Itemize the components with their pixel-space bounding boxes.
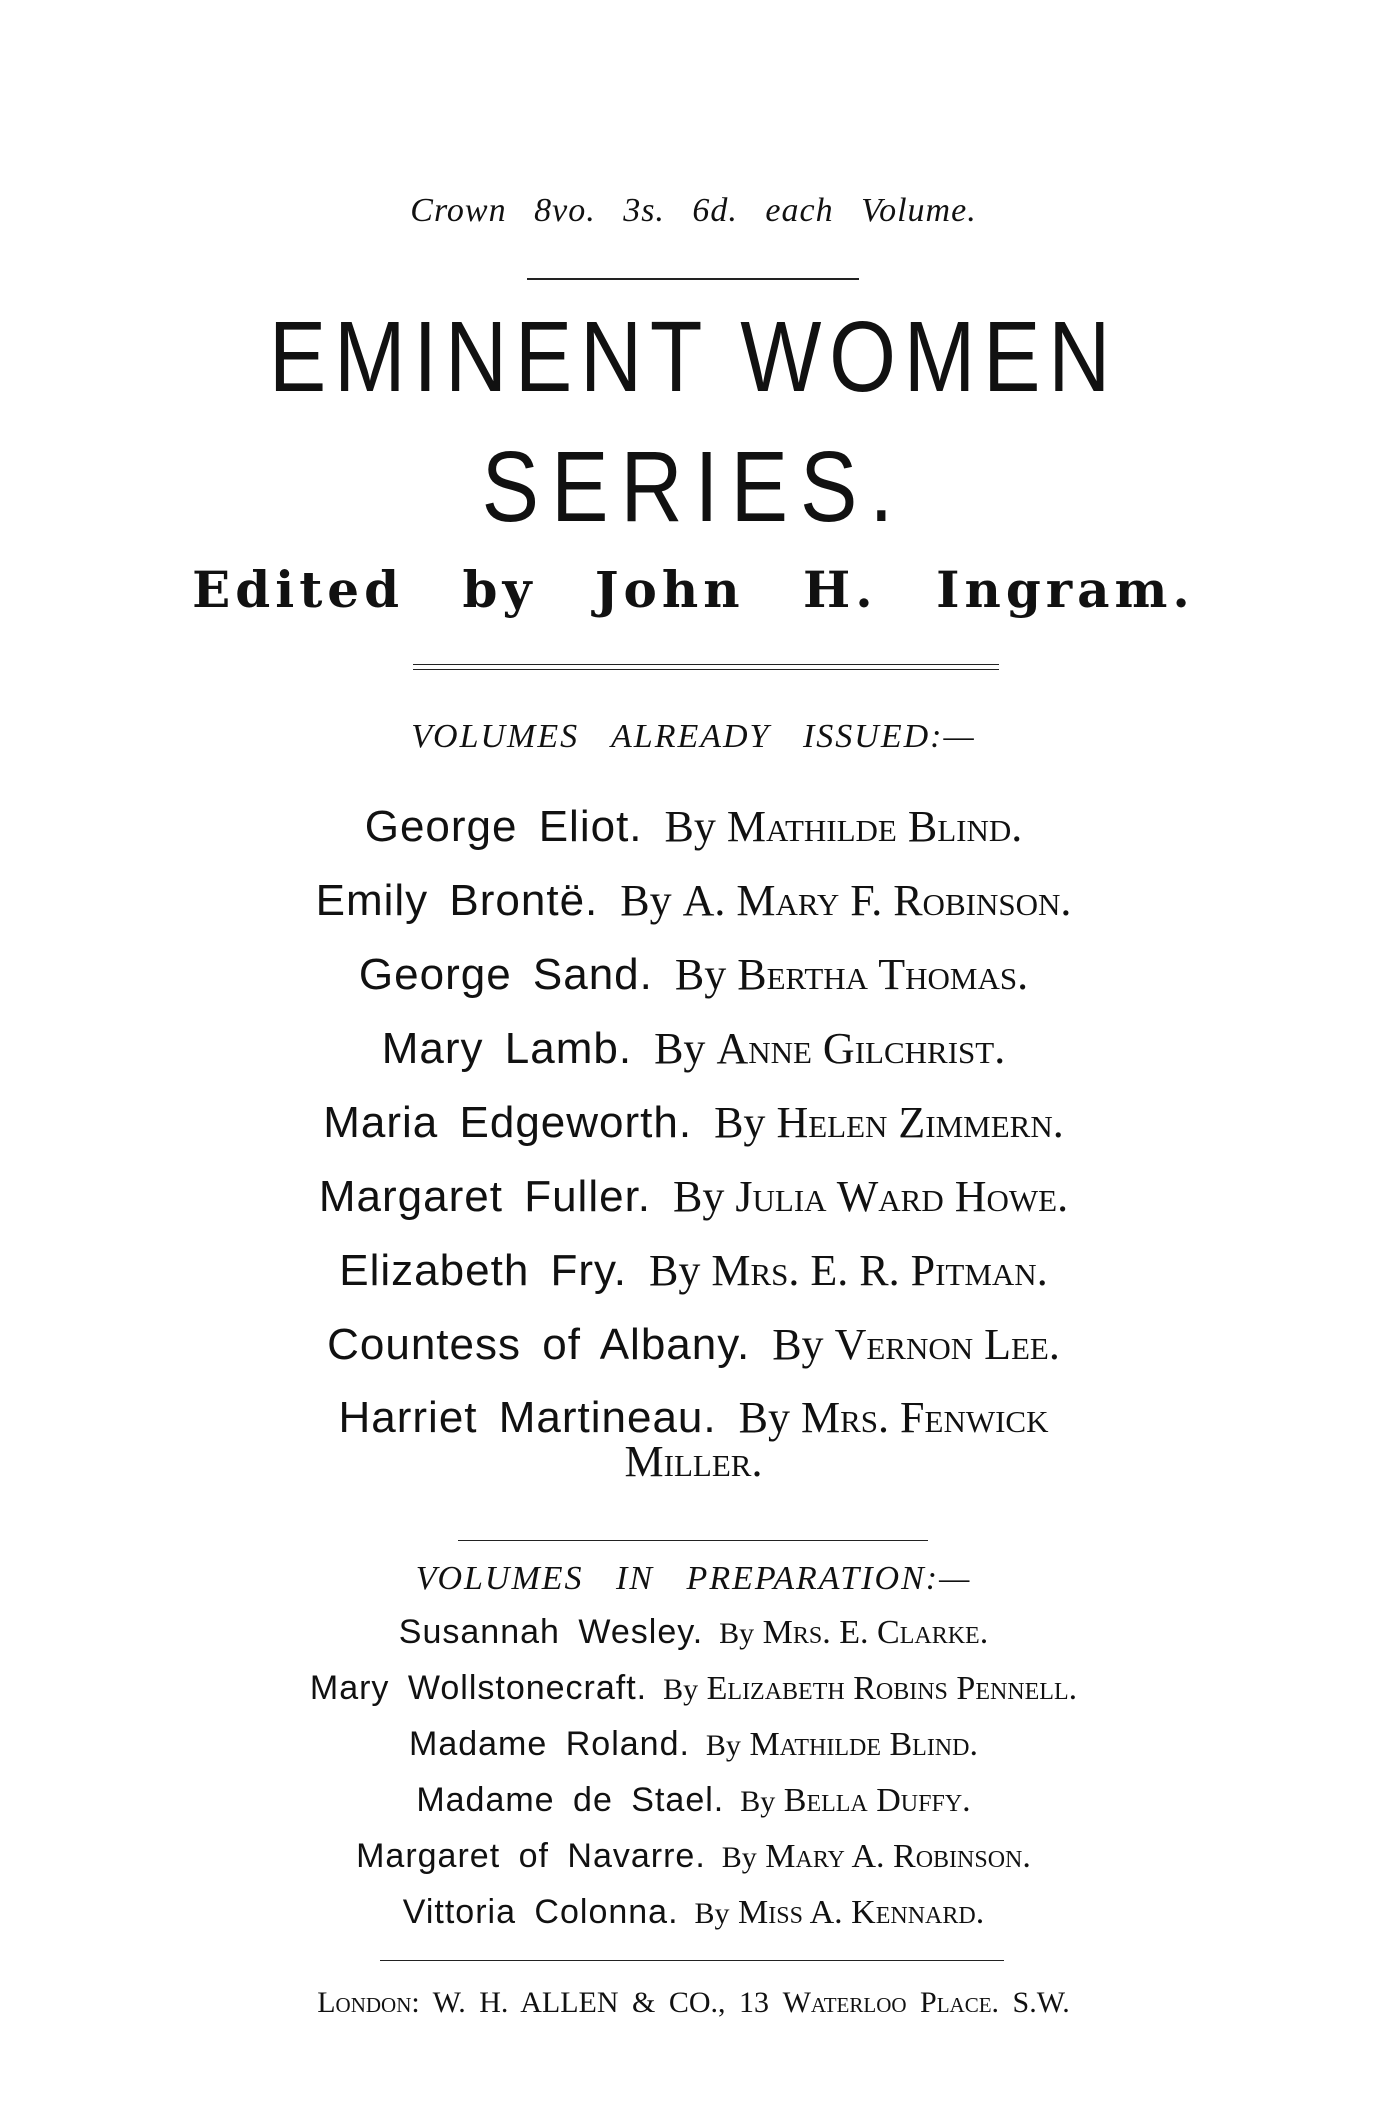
by-label: By (649, 1246, 701, 1295)
list-item (0, 790, 1387, 864)
author-name: Vernon Lee. (834, 1320, 1060, 1369)
preparation-heading: VOLUMES IN PREPARATION:— (415, 1560, 972, 1597)
author-name-continued: Miller. (624, 1437, 763, 1486)
list-item (0, 1828, 1387, 1884)
volume-title: Mary Wollstonecraft. (309, 1669, 648, 1707)
by-label: By (714, 1098, 766, 1147)
format-price-line: Crown 8vo. 3s. 6d. each Volume. (410, 192, 977, 229)
by-label: By (738, 1393, 790, 1442)
publisher-imprint (0, 1986, 1387, 2020)
by-label: By (673, 1172, 725, 1221)
imprint-city: London: (317, 1986, 420, 2019)
bottom-rule (380, 1960, 1004, 1961)
by-label: By (719, 1617, 755, 1650)
author-name: Elizabeth Robins Pennell. (706, 1670, 1078, 1707)
volume-title: Countess of Albany. (327, 1320, 751, 1369)
issued-list (0, 790, 1387, 1484)
volume-title: Margaret of Navarre. (356, 1837, 706, 1875)
list-item (0, 1660, 1387, 1716)
volume-title: Harriet Martineau. (338, 1393, 717, 1442)
by-label: By (721, 1841, 757, 1874)
imprint-publisher: W. H. ALLEN & CO., 13 (432, 1986, 770, 2019)
volume-title: Vittoria Colonna. (402, 1893, 679, 1931)
author-name: Mrs. E. Clarke. (762, 1614, 989, 1651)
list-item (0, 1772, 1387, 1828)
series-title-line-2: SERIES. (481, 431, 906, 543)
middle-rule (458, 1540, 928, 1541)
editor-double-rule (413, 664, 999, 670)
volume-title: Mary Lamb. (381, 1024, 633, 1073)
author-name: A. Mary F. Robinson. (682, 876, 1072, 925)
list-item (0, 1382, 1387, 1484)
author-name: Mary A. Robinson. (765, 1838, 1031, 1875)
list-item (0, 1160, 1387, 1234)
by-label: By (740, 1785, 776, 1818)
author-name: Mrs. E. R. Pitman. (711, 1246, 1048, 1295)
list-item (0, 1234, 1387, 1308)
volume-title: Maria Edgeworth. (323, 1098, 693, 1147)
list-item (0, 1884, 1387, 1940)
author-name: Mathilde Blind. (749, 1726, 978, 1763)
preparation-list (0, 1604, 1387, 1940)
author-name: Bella Duffy. (783, 1782, 971, 1819)
list-item (0, 1604, 1387, 1660)
volume-title: George Eliot. (364, 802, 643, 851)
by-label: By (705, 1729, 741, 1762)
list-item (0, 1086, 1387, 1160)
volume-title: Susannah Wesley. (398, 1613, 704, 1651)
by-label: By (694, 1897, 730, 1930)
by-label: By (664, 802, 716, 851)
volume-title: George Sand. (358, 950, 653, 999)
top-rule (527, 278, 859, 280)
author-name: Mrs. Fenwick (801, 1393, 1049, 1442)
list-item (0, 938, 1387, 1012)
by-label: By (674, 950, 727, 999)
by-label: By (663, 1673, 699, 1706)
author-name: Anne Gilchrist. (716, 1024, 1006, 1073)
list-item (0, 1012, 1387, 1086)
author-name: Miss A. Kennard. (738, 1894, 985, 1931)
author-name: Mathilde Blind. (726, 802, 1023, 851)
list-item (0, 1308, 1387, 1382)
issued-heading: VOLUMES ALREADY ISSUED:— (411, 718, 976, 755)
series-title-line-1: EMINENT WOMEN (268, 301, 1119, 413)
imprint-address: Waterloo Place. S.W. (782, 1986, 1070, 2019)
volume-title: Madame de Stael. (416, 1781, 725, 1819)
by-label: By (620, 876, 672, 925)
volume-title: Emily Brontë. (315, 876, 599, 925)
list-item (0, 864, 1387, 938)
author-name: Helen Zimmern. (776, 1098, 1064, 1147)
editor-line: Edited by John H. Ingram. (192, 560, 1195, 619)
by-label: By (654, 1024, 706, 1073)
author-name: Julia Ward Howe. (735, 1172, 1069, 1221)
volume-title: Elizabeth Fry. (339, 1246, 627, 1295)
volume-title: Margaret Fuller. (318, 1172, 652, 1221)
author-name: Bertha Thomas. (737, 950, 1029, 999)
by-label: By (772, 1320, 824, 1369)
volume-title: Madame Roland. (409, 1725, 690, 1763)
list-item (0, 1716, 1387, 1772)
